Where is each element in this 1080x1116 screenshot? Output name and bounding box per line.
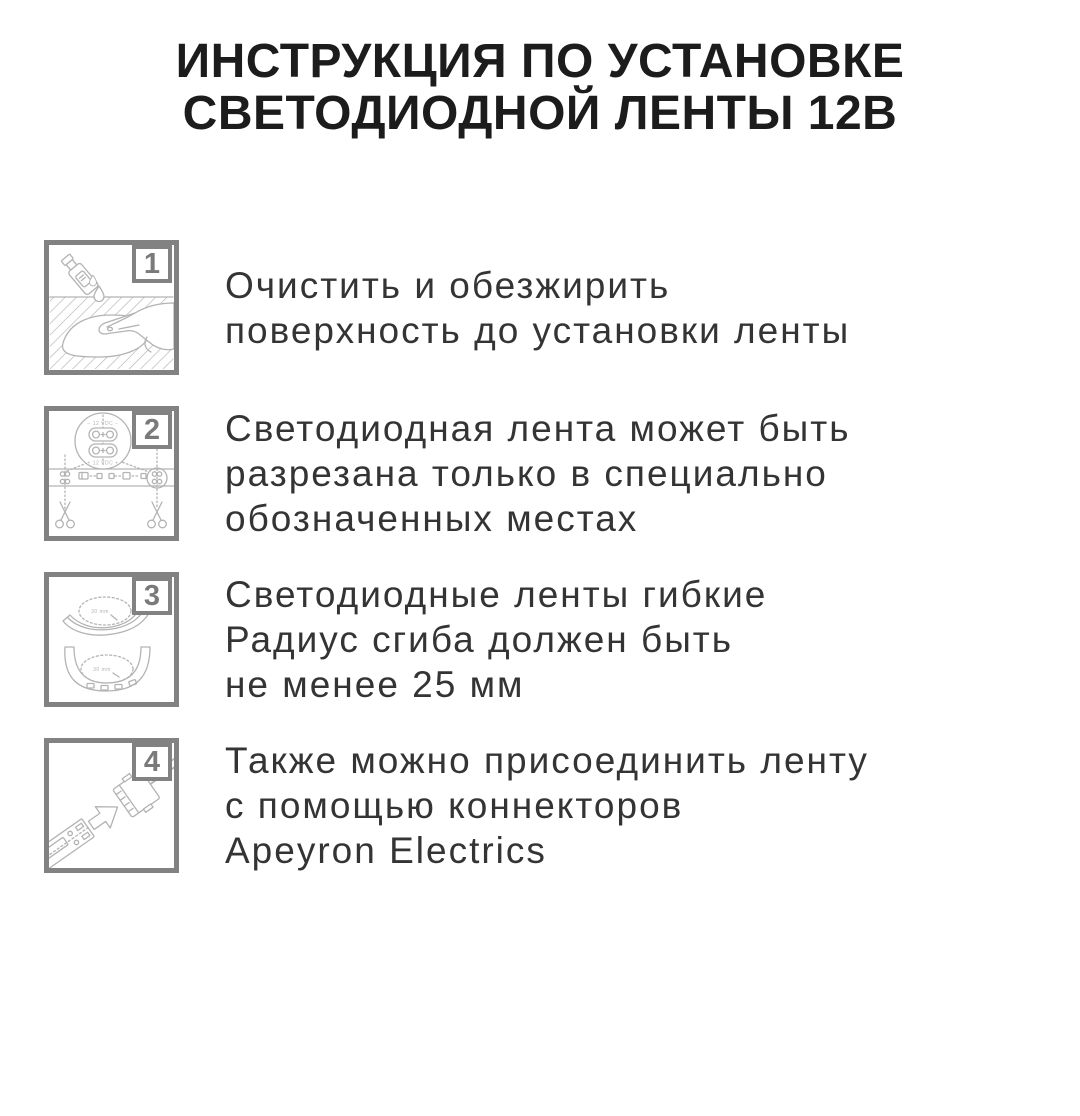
step-text-line: Очистить и обезжирить (225, 264, 671, 306)
bend-radius-label: 30 mm (91, 609, 109, 615)
step-3-text (225, 572, 767, 707)
step-number-badge (132, 743, 172, 781)
step-number-badge (132, 577, 172, 615)
step-row-1 (44, 240, 1080, 375)
page-title-line-2: СВЕТОДИОДНОЙ ЛЕНТЫ 12В (182, 87, 898, 140)
step-row-3 (44, 572, 1080, 707)
step-text-line: не менее 25 мм (225, 664, 525, 705)
led-strip (49, 819, 94, 868)
step-number-badge (132, 245, 172, 283)
instruction-page (0, 36, 1080, 1116)
bent-strip-bottom-icon (65, 647, 150, 691)
step-3-figure (44, 572, 179, 707)
step-2-text (225, 406, 850, 541)
step-1-text (225, 263, 850, 353)
step-number: 2 (143, 413, 161, 446)
page-title (20, 36, 1060, 140)
strip-voltage-bottom-label: + 12 VDC + (87, 460, 119, 467)
step-text-line: Apeyron Electrics (225, 830, 547, 871)
step-text-line: с помощью коннекторов (225, 785, 684, 826)
step-number-badge (132, 411, 172, 449)
step-1-figure (44, 240, 179, 375)
step-number: 4 (143, 745, 161, 778)
step-text-line: обозначенных местах (225, 498, 639, 539)
step-text-line: Светодиодная лента может быть (225, 408, 851, 449)
strip-voltage-top-label: − 12 VDC − (87, 421, 119, 427)
scissors-icon (56, 502, 75, 528)
step-text-line: разрезана только в специально (225, 453, 828, 494)
steps-list (44, 240, 1080, 873)
step-text-line: Радиус сгиба должен быть (225, 619, 734, 660)
step-text-line: поверхность до установки ленты (225, 309, 851, 351)
step-row-2 (44, 406, 1080, 541)
bottle-icon (59, 252, 99, 295)
step-text-line: Светодиодные ленты гибкие (225, 574, 768, 615)
step-text-line: Также можно присоединить ленту (225, 740, 869, 781)
step-4-text (225, 738, 869, 873)
step-number: 1 (143, 247, 161, 280)
bend-radius-label: 30 mm (93, 667, 111, 673)
step-4-figure (44, 738, 179, 873)
page-title-line-1: ИНСТРУКЦИЯ ПО УСТАНОВКЕ (175, 35, 905, 88)
step-2-figure (44, 406, 179, 541)
step-row-4 (44, 738, 1080, 873)
step-number: 3 (143, 579, 161, 612)
